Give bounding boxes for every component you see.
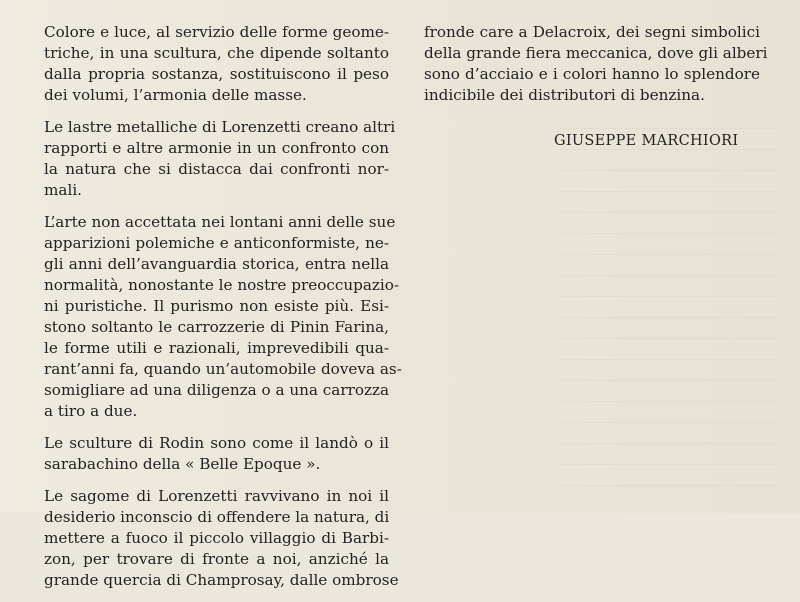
- text-line: sarabachino della « Belle Epoque ».: [44, 455, 321, 473]
- right-column: [424, 22, 768, 117]
- text-line: rapporti e altre armonie in un confronto con: [44, 139, 389, 157]
- paragraph-2: [44, 117, 396, 201]
- text-line: sono d’acciaio e i colori hanno lo splendore: [424, 65, 760, 83]
- text-line: indicibile dei distributori di benzina.: [424, 86, 705, 104]
- show-through-texture: [560, 128, 780, 498]
- left-column: [44, 22, 402, 602]
- text-line: dalla propria sostanza, sostituiscono il peso: [44, 65, 389, 83]
- text-line: ni puristiche. Il purismo non esiste più. Esi-: [44, 297, 389, 315]
- text-line: Le lastre metalliche di Lorenzetti creano altri: [44, 118, 396, 136]
- text-line: triche, in una scultura, che dipende soltanto: [44, 44, 389, 62]
- text-line: mettere a fuoco il piccolo villaggio di Barbi-: [44, 529, 389, 547]
- text-line: desiderio inconscio di offendere la natura, di: [44, 508, 390, 526]
- paragraph-1: [44, 22, 389, 106]
- paragraph-4: [44, 433, 389, 475]
- text-line: Colore e luce, al servizio delle forme geome-: [44, 23, 389, 41]
- text-line: a tiro a due.: [44, 402, 138, 420]
- text-line: grande quercia di Champrosay, dalle ombrose: [44, 571, 399, 589]
- text-line: rant’anni fa, quando un’automobile doveva as-: [44, 360, 402, 378]
- author-signature: GIUSEPPE MARCHIORI: [554, 133, 739, 149]
- text-line: Le sculture di Rodin sono come il landò o il: [44, 434, 389, 452]
- text-line: somigliare ad una diligenza o a una carrozza: [44, 381, 390, 399]
- text-line: le forme utili e razionali, imprevedibili qua-: [44, 339, 389, 357]
- text-line: apparizioni polemiche e anticonformiste, ne-: [44, 234, 389, 252]
- text-line: Le sagome di Lorenzetti ravvivano in noi il: [44, 487, 389, 505]
- paragraph-5: [44, 486, 399, 591]
- text-line: mali.: [44, 181, 82, 199]
- text-line: della grande fiera meccanica, dove gli alberi: [424, 44, 768, 62]
- text-line: L’arte non accettata nei lontani anni delle sue: [44, 213, 396, 231]
- text-line: stono soltanto le carrozzerie di Pinin Farina,: [44, 318, 389, 336]
- text-line: dei volumi, l’armonia delle masse.: [44, 86, 307, 104]
- text-line: normalità, nonostante le nostre preoccupazio-: [44, 276, 400, 294]
- text-line: la natura che si distacca dai confronti nor-: [44, 160, 389, 178]
- text-line: fronde care a Delacroix, dei segni simbolici: [424, 23, 760, 41]
- paragraph-6: [424, 22, 768, 106]
- paragraph-3: [44, 212, 402, 422]
- text-line: gli anni dell’avanguardia storica, entra nella: [44, 255, 389, 273]
- text-line: zon, per trovare di fronte a noi, anziché la: [44, 550, 389, 568]
